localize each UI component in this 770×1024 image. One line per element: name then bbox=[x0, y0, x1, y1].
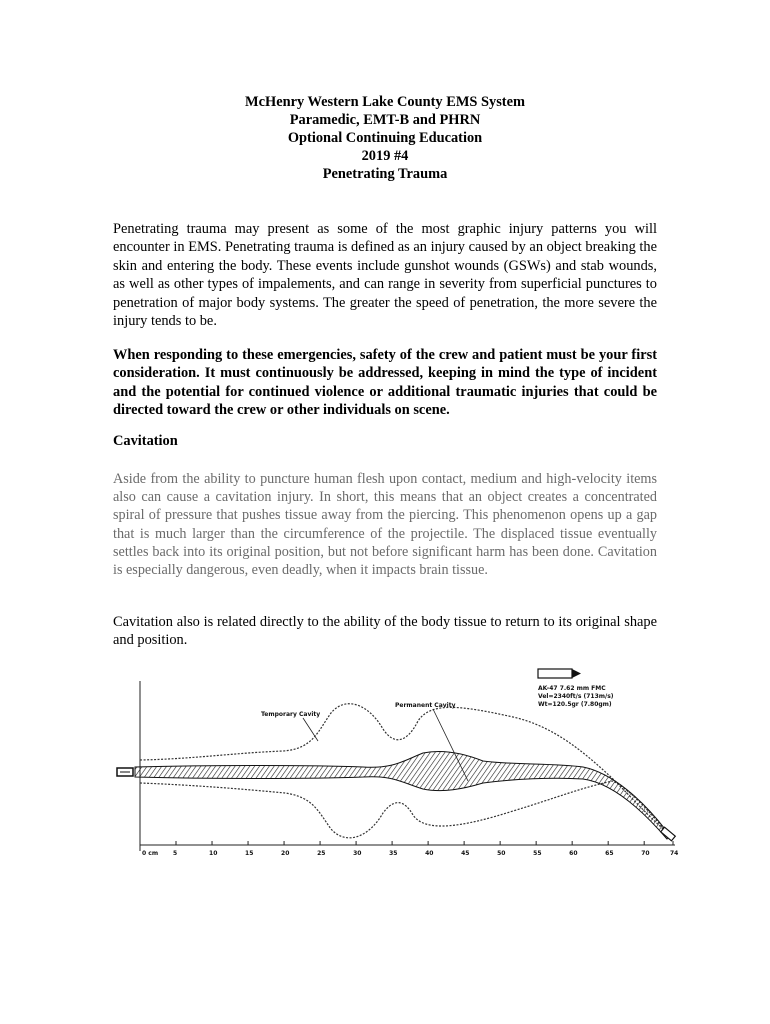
axis-tick-label: 15 bbox=[245, 850, 254, 857]
axis-tick-label: 74 bbox=[670, 850, 679, 857]
cavitation-return-paragraph: Cavitation also is related directly to the ability of the body tissue to return to its original shape and position. bbox=[113, 614, 657, 649]
axis-tick-label: 65 bbox=[605, 850, 614, 857]
axis-tick-label: 10 bbox=[209, 850, 218, 857]
header-topic: Penetrating Trauma bbox=[322, 166, 448, 182]
permanent-cavity-track bbox=[135, 751, 673, 839]
spec-weight: Wt=120.5gr (7.80gm) bbox=[538, 701, 612, 708]
axis-tick-label: 25 bbox=[317, 850, 326, 857]
projectile-icon bbox=[538, 669, 581, 678]
label-permanent-cavity: Permanent Cavity bbox=[395, 702, 456, 709]
axis-tick-label: 70 bbox=[641, 850, 650, 857]
axis-tick-label: 0 cm bbox=[142, 850, 159, 857]
header-program: Optional Continuing Education bbox=[287, 130, 483, 146]
spec-velocity: Vel=2340ft/s (713m/s) bbox=[538, 693, 614, 700]
axis-tick-label: 5 bbox=[173, 850, 178, 857]
header-edition: 2019 #4 bbox=[361, 148, 409, 164]
intro-paragraph: Penetrating trauma may present as some of the most graphic injury patterns you will encounter in EMS. Penetrating trauma is defined as an injury caused by an object breaking the skin and entering the body. These events include gunshot wounds (GSWs) and stab wounds, as well as other types of impalements, and can range in severity from superficial punctures to penetration of major body systems. The greater the speed of penetration, the more severe the injury tends to be. bbox=[113, 221, 657, 330]
wound-profile-diagram bbox=[113, 661, 683, 863]
temporary-cavity-lower-outline bbox=[140, 781, 668, 838]
axis-tick-label: 20 bbox=[281, 850, 290, 857]
label-temporary-cavity: Temporary Cavity bbox=[261, 711, 321, 718]
document-header bbox=[0, 93, 770, 183]
cavitation-paragraph: Aside from the ability to puncture human flesh upon contact, medium and high-velocity items also can cause a cavitation injury. In short, this means that an object creates a concentrated spiral of pressure that pushes tissue away from the piercing. This phenomenon opens up a gap that is much larger than the circumference of the projectile. The displaced tissue eventually settles back into its original position, but not before significant harm has been done. Cavitation is especially dangerous, even deadly, when it impacts brain tissue. bbox=[113, 471, 657, 579]
bullet-icon bbox=[117, 768, 133, 776]
axis-ticks bbox=[140, 841, 678, 857]
header-audience: Paramedic, EMT-B and PHRN bbox=[289, 112, 481, 128]
axis-tick-label: 30 bbox=[353, 850, 362, 857]
spec-caliber: AK-47 7.62 mm FMC bbox=[538, 685, 606, 692]
pointer-temporary bbox=[303, 718, 318, 741]
wound-ballistics-figure bbox=[113, 661, 683, 863]
axis-tick-label: 60 bbox=[569, 850, 578, 857]
cavitation-heading: Cavitation bbox=[113, 433, 178, 449]
header-organization: McHenry Western Lake County EMS System bbox=[245, 94, 525, 110]
axis-tick-label: 35 bbox=[389, 850, 398, 857]
axis-tick-label: 45 bbox=[461, 850, 470, 857]
axis-tick-label: 50 bbox=[497, 850, 506, 857]
axis-tick-label: 55 bbox=[533, 850, 542, 857]
axis-tick-label: 40 bbox=[425, 850, 434, 857]
safety-paragraph: When responding to these emergencies, safety of the crew and patient must be your first consideration. It must continuously be addressed, keeping in mind the type of incident and the potential for continued violence or additional traumatic injuries that could be directed toward the crew or other individuals on scene. bbox=[113, 347, 657, 419]
